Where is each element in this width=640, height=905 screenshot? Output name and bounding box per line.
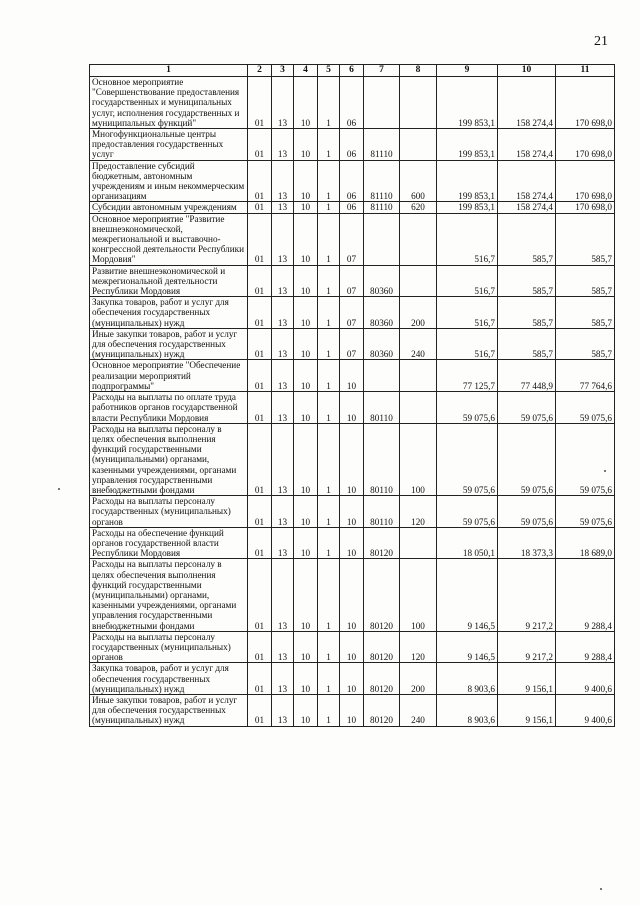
row-value-cell: 13 bbox=[272, 631, 294, 663]
row-value-cell: 13 bbox=[272, 496, 294, 528]
row-value-cell: 10 bbox=[294, 360, 318, 392]
header-row bbox=[90, 65, 615, 77]
row-value-cell: 18 689,0 bbox=[556, 527, 615, 559]
row-value-cell: 01 bbox=[248, 297, 272, 329]
row-value-cell: 9 288,4 bbox=[556, 631, 615, 663]
row-value-cell: 10 bbox=[294, 213, 318, 265]
row-value-cell bbox=[400, 265, 437, 297]
row-value-cell bbox=[400, 77, 437, 129]
row-value-cell: 10 bbox=[294, 77, 318, 129]
row-value-cell: 01 bbox=[248, 360, 272, 392]
row-value-cell: 13 bbox=[272, 392, 294, 424]
row-value-cell: 07 bbox=[340, 328, 364, 360]
row-name-cell: Расходы на выплаты персоналу в целях обеспечения выполнения функций государственными (муниципальными) органами, казенными учреждениями, органами управления государственными внебюджетными фондами bbox=[90, 423, 248, 495]
row-value-cell: 10 bbox=[340, 360, 364, 392]
row-value-cell: 1 bbox=[318, 213, 340, 265]
row-value-cell: 81110 bbox=[364, 202, 400, 213]
row-value-cell: 1 bbox=[318, 559, 340, 631]
row-value-cell: 240 bbox=[400, 694, 437, 726]
table-row bbox=[90, 129, 615, 161]
row-value-cell: 01 bbox=[248, 160, 272, 202]
row-value-cell: 80120 bbox=[364, 663, 400, 695]
table-row bbox=[90, 559, 615, 631]
row-value-cell: 158 274,4 bbox=[498, 129, 556, 161]
row-value-cell: 59 075,6 bbox=[498, 423, 556, 495]
column-header: 10 bbox=[498, 65, 556, 77]
column-header: 11 bbox=[556, 65, 615, 77]
row-value-cell: 9 156,1 bbox=[498, 694, 556, 726]
row-name-cell: Субсидии автономным учреждениям bbox=[90, 202, 248, 213]
table-row bbox=[90, 694, 615, 726]
row-value-cell: 07 bbox=[340, 297, 364, 329]
row-value-cell: 10 bbox=[294, 496, 318, 528]
row-value-cell: 1 bbox=[318, 527, 340, 559]
row-value-cell: 158 274,4 bbox=[498, 77, 556, 129]
row-value-cell: 10 bbox=[294, 423, 318, 495]
scan-speck bbox=[58, 488, 60, 490]
row-value-cell: 01 bbox=[248, 392, 272, 424]
table-row bbox=[90, 496, 615, 528]
row-value-cell: 06 bbox=[340, 77, 364, 129]
row-value-cell: 10 bbox=[340, 423, 364, 495]
row-value-cell: 06 bbox=[340, 202, 364, 213]
row-value-cell: 80110 bbox=[364, 496, 400, 528]
row-value-cell bbox=[364, 360, 400, 392]
column-header: 3 bbox=[272, 65, 294, 77]
row-value-cell: 77 448,9 bbox=[498, 360, 556, 392]
row-value-cell: 80110 bbox=[364, 423, 400, 495]
row-value-cell: 8 903,6 bbox=[437, 663, 498, 695]
table-row bbox=[90, 527, 615, 559]
row-name-cell: Многофункциональные центры предоставления государственных услуг bbox=[90, 129, 248, 161]
row-value-cell bbox=[364, 213, 400, 265]
row-name-cell: Основное мероприятие "Совершенствование предоставления государственных и муниципальных услуг, исполнения государственных и муниципальных функций" bbox=[90, 77, 248, 129]
row-value-cell: 1 bbox=[318, 663, 340, 695]
row-value-cell: 59 075,6 bbox=[556, 496, 615, 528]
scan-speck bbox=[600, 888, 602, 890]
row-value-cell: 170 698,0 bbox=[556, 202, 615, 213]
row-value-cell: 10 bbox=[294, 527, 318, 559]
table-row bbox=[90, 77, 615, 129]
row-value-cell: 1 bbox=[318, 129, 340, 161]
row-value-cell: 199 853,1 bbox=[437, 129, 498, 161]
row-name-cell: Расходы на выплаты персоналу государственных (муниципальных) органов bbox=[90, 631, 248, 663]
row-value-cell: 516,7 bbox=[437, 297, 498, 329]
row-value-cell: 585,7 bbox=[498, 328, 556, 360]
row-value-cell: 80120 bbox=[364, 694, 400, 726]
row-value-cell: 158 274,4 bbox=[498, 202, 556, 213]
row-name-cell: Расходы на выплаты персоналу в целях обеспечения выполнения функций государственными (муниципальными) органами, казенными учреждениями, органами управления государственными внебюджетными фондами bbox=[90, 559, 248, 631]
row-value-cell: 80120 bbox=[364, 631, 400, 663]
page-number: 21 bbox=[594, 34, 608, 49]
row-value-cell: 06 bbox=[340, 160, 364, 202]
row-value-cell: 585,7 bbox=[556, 265, 615, 297]
row-value-cell: 81110 bbox=[364, 160, 400, 202]
row-value-cell: 06 bbox=[340, 129, 364, 161]
row-value-cell: 13 bbox=[272, 129, 294, 161]
row-value-cell: 10 bbox=[340, 694, 364, 726]
row-value-cell: 600 bbox=[400, 160, 437, 202]
row-value-cell: 80120 bbox=[364, 559, 400, 631]
row-value-cell: 13 bbox=[272, 559, 294, 631]
row-value-cell: 13 bbox=[272, 297, 294, 329]
row-value-cell: 1 bbox=[318, 423, 340, 495]
row-value-cell: 170 698,0 bbox=[556, 160, 615, 202]
row-value-cell: 01 bbox=[248, 527, 272, 559]
table-row bbox=[90, 360, 615, 392]
row-name-cell: Основное мероприятие "Развитие внешнеэкономической, межрегиональной и выставочно-конгрессной деятельности Республики Мордовия" bbox=[90, 213, 248, 265]
row-value-cell: 01 bbox=[248, 631, 272, 663]
row-value-cell: 200 bbox=[400, 297, 437, 329]
row-value-cell: 18 373,3 bbox=[498, 527, 556, 559]
row-value-cell: 01 bbox=[248, 423, 272, 495]
row-value-cell: 100 bbox=[400, 559, 437, 631]
row-value-cell: 10 bbox=[294, 160, 318, 202]
row-value-cell: 10 bbox=[340, 631, 364, 663]
row-value-cell: 1 bbox=[318, 297, 340, 329]
row-value-cell: 585,7 bbox=[498, 297, 556, 329]
row-value-cell: 9 146,5 bbox=[437, 559, 498, 631]
table-row bbox=[90, 631, 615, 663]
budget-table bbox=[89, 64, 615, 727]
column-header: 4 bbox=[294, 65, 318, 77]
row-value-cell: 8 903,6 bbox=[437, 694, 498, 726]
row-value-cell: 240 bbox=[400, 328, 437, 360]
row-value-cell: 80110 bbox=[364, 392, 400, 424]
row-value-cell: 81110 bbox=[364, 129, 400, 161]
row-value-cell: 80360 bbox=[364, 328, 400, 360]
column-header: 2 bbox=[248, 65, 272, 77]
row-value-cell: 10 bbox=[294, 559, 318, 631]
row-value-cell bbox=[364, 77, 400, 129]
row-value-cell: 585,7 bbox=[498, 213, 556, 265]
row-value-cell: 80360 bbox=[364, 297, 400, 329]
row-value-cell: 13 bbox=[272, 423, 294, 495]
row-value-cell: 10 bbox=[294, 129, 318, 161]
column-header: 5 bbox=[318, 65, 340, 77]
row-value-cell: 01 bbox=[248, 328, 272, 360]
row-value-cell: 13 bbox=[272, 527, 294, 559]
row-value-cell: 77 125,7 bbox=[437, 360, 498, 392]
row-value-cell: 59 075,6 bbox=[556, 423, 615, 495]
row-value-cell: 1 bbox=[318, 160, 340, 202]
table-row bbox=[90, 423, 615, 495]
row-value-cell: 120 bbox=[400, 496, 437, 528]
row-value-cell: 170 698,0 bbox=[556, 77, 615, 129]
row-value-cell: 585,7 bbox=[556, 328, 615, 360]
row-value-cell: 10 bbox=[340, 392, 364, 424]
table-row bbox=[90, 202, 615, 213]
row-value-cell: 1 bbox=[318, 328, 340, 360]
row-value-cell: 9 288,4 bbox=[556, 559, 615, 631]
table-row bbox=[90, 328, 615, 360]
row-value-cell: 59 075,6 bbox=[498, 496, 556, 528]
row-name-cell: Закупка товаров, работ и услуг для обеспечения государственных (муниципальных) нужд bbox=[90, 663, 248, 695]
row-value-cell: 1 bbox=[318, 77, 340, 129]
row-value-cell bbox=[400, 213, 437, 265]
row-value-cell: 59 075,6 bbox=[437, 496, 498, 528]
row-value-cell: 07 bbox=[340, 213, 364, 265]
row-value-cell: 13 bbox=[272, 360, 294, 392]
row-value-cell: 10 bbox=[340, 527, 364, 559]
row-name-cell: Основное мероприятие "Обеспечение реализации мероприятий подпрограммы" bbox=[90, 360, 248, 392]
row-name-cell: Закупка товаров, работ и услуг для обеспечения государственных (муниципальных) нужд bbox=[90, 297, 248, 329]
table-row bbox=[90, 392, 615, 424]
row-value-cell: 01 bbox=[248, 663, 272, 695]
row-value-cell: 10 bbox=[294, 663, 318, 695]
row-value-cell: 13 bbox=[272, 328, 294, 360]
row-value-cell: 1 bbox=[318, 360, 340, 392]
row-value-cell: 199 853,1 bbox=[437, 77, 498, 129]
row-value-cell: 9 156,1 bbox=[498, 663, 556, 695]
row-value-cell: 199 853,1 bbox=[437, 202, 498, 213]
row-value-cell: 59 075,6 bbox=[437, 423, 498, 495]
row-name-cell: Предоставление субсидий бюджетным, автономным учреждениям и иным некоммерческим организациям bbox=[90, 160, 248, 202]
row-value-cell: 9 146,5 bbox=[437, 631, 498, 663]
row-value-cell bbox=[400, 527, 437, 559]
column-header: 9 bbox=[437, 65, 498, 77]
column-header: 8 bbox=[400, 65, 437, 77]
row-value-cell: 585,7 bbox=[556, 213, 615, 265]
row-value-cell: 01 bbox=[248, 129, 272, 161]
row-value-cell: 1 bbox=[318, 631, 340, 663]
row-value-cell: 10 bbox=[294, 202, 318, 213]
row-value-cell: 13 bbox=[272, 663, 294, 695]
row-value-cell: 01 bbox=[248, 496, 272, 528]
row-value-cell: 01 bbox=[248, 77, 272, 129]
row-value-cell: 10 bbox=[294, 694, 318, 726]
row-value-cell: 07 bbox=[340, 265, 364, 297]
row-value-cell: 01 bbox=[248, 694, 272, 726]
row-name-cell: Развитие внешнеэкономической и межрегиональной деятельности Республики Мордовия bbox=[90, 265, 248, 297]
row-value-cell: 13 bbox=[272, 213, 294, 265]
row-value-cell: 01 bbox=[248, 213, 272, 265]
row-value-cell: 13 bbox=[272, 694, 294, 726]
row-value-cell: 585,7 bbox=[556, 297, 615, 329]
row-value-cell: 1 bbox=[318, 202, 340, 213]
row-value-cell: 01 bbox=[248, 559, 272, 631]
row-value-cell: 13 bbox=[272, 160, 294, 202]
row-value-cell: 200 bbox=[400, 663, 437, 695]
row-value-cell: 13 bbox=[272, 77, 294, 129]
row-value-cell: 10 bbox=[340, 496, 364, 528]
row-value-cell: 1 bbox=[318, 392, 340, 424]
row-value-cell: 80120 bbox=[364, 527, 400, 559]
row-value-cell bbox=[400, 129, 437, 161]
row-value-cell: 9 217,2 bbox=[498, 559, 556, 631]
row-value-cell: 1 bbox=[318, 496, 340, 528]
row-value-cell: 01 bbox=[248, 202, 272, 213]
row-value-cell: 80360 bbox=[364, 265, 400, 297]
row-value-cell: 120 bbox=[400, 631, 437, 663]
row-value-cell: 170 698,0 bbox=[556, 129, 615, 161]
row-value-cell: 620 bbox=[400, 202, 437, 213]
row-value-cell bbox=[400, 360, 437, 392]
row-value-cell: 158 274,4 bbox=[498, 160, 556, 202]
row-value-cell bbox=[400, 392, 437, 424]
row-value-cell: 59 075,6 bbox=[437, 392, 498, 424]
row-value-cell: 10 bbox=[340, 663, 364, 695]
row-value-cell: 516,7 bbox=[437, 265, 498, 297]
row-value-cell: 10 bbox=[294, 631, 318, 663]
column-header: 1 bbox=[90, 65, 248, 77]
row-value-cell: 59 075,6 bbox=[556, 392, 615, 424]
row-value-cell: 9 400,6 bbox=[556, 694, 615, 726]
row-value-cell: 516,7 bbox=[437, 328, 498, 360]
row-value-cell: 100 bbox=[400, 423, 437, 495]
row-value-cell: 10 bbox=[294, 265, 318, 297]
table-row bbox=[90, 297, 615, 329]
row-name-cell: Расходы на выплаты персоналу государственных (муниципальных) органов bbox=[90, 496, 248, 528]
column-header: 6 bbox=[340, 65, 364, 77]
row-value-cell: 10 bbox=[294, 297, 318, 329]
row-name-cell: Иные закупки товаров, работ и услуг для обеспечения государственных (муниципальных) нужд bbox=[90, 694, 248, 726]
row-value-cell: 01 bbox=[248, 265, 272, 297]
row-name-cell: Расходы на обеспечение функций органов государственной власти Республики Мордовия bbox=[90, 527, 248, 559]
table-row bbox=[90, 160, 615, 202]
row-value-cell: 10 bbox=[294, 392, 318, 424]
row-value-cell: 1 bbox=[318, 265, 340, 297]
row-value-cell: 10 bbox=[340, 559, 364, 631]
row-value-cell: 9 217,2 bbox=[498, 631, 556, 663]
table-row bbox=[90, 265, 615, 297]
table-row bbox=[90, 663, 615, 695]
row-value-cell: 77 764,6 bbox=[556, 360, 615, 392]
row-name-cell: Расходы на выплаты по оплате труда работников органов государственной власти Республики Мордовия bbox=[90, 392, 248, 424]
column-header: 7 bbox=[364, 65, 400, 77]
row-value-cell: 585,7 bbox=[498, 265, 556, 297]
row-value-cell: 59 075,6 bbox=[498, 392, 556, 424]
scan-speck bbox=[604, 470, 606, 472]
row-value-cell: 199 853,1 bbox=[437, 160, 498, 202]
row-value-cell: 9 400,6 bbox=[556, 663, 615, 695]
row-value-cell: 10 bbox=[294, 328, 318, 360]
row-value-cell: 1 bbox=[318, 694, 340, 726]
table-row bbox=[90, 213, 615, 265]
row-name-cell: Иные закупки товаров, работ и услуг для обеспечения государственных (муниципальных) нужд bbox=[90, 328, 248, 360]
row-value-cell: 18 050,1 bbox=[437, 527, 498, 559]
row-value-cell: 516,7 bbox=[437, 213, 498, 265]
row-value-cell: 13 bbox=[272, 202, 294, 213]
row-value-cell: 13 bbox=[272, 265, 294, 297]
